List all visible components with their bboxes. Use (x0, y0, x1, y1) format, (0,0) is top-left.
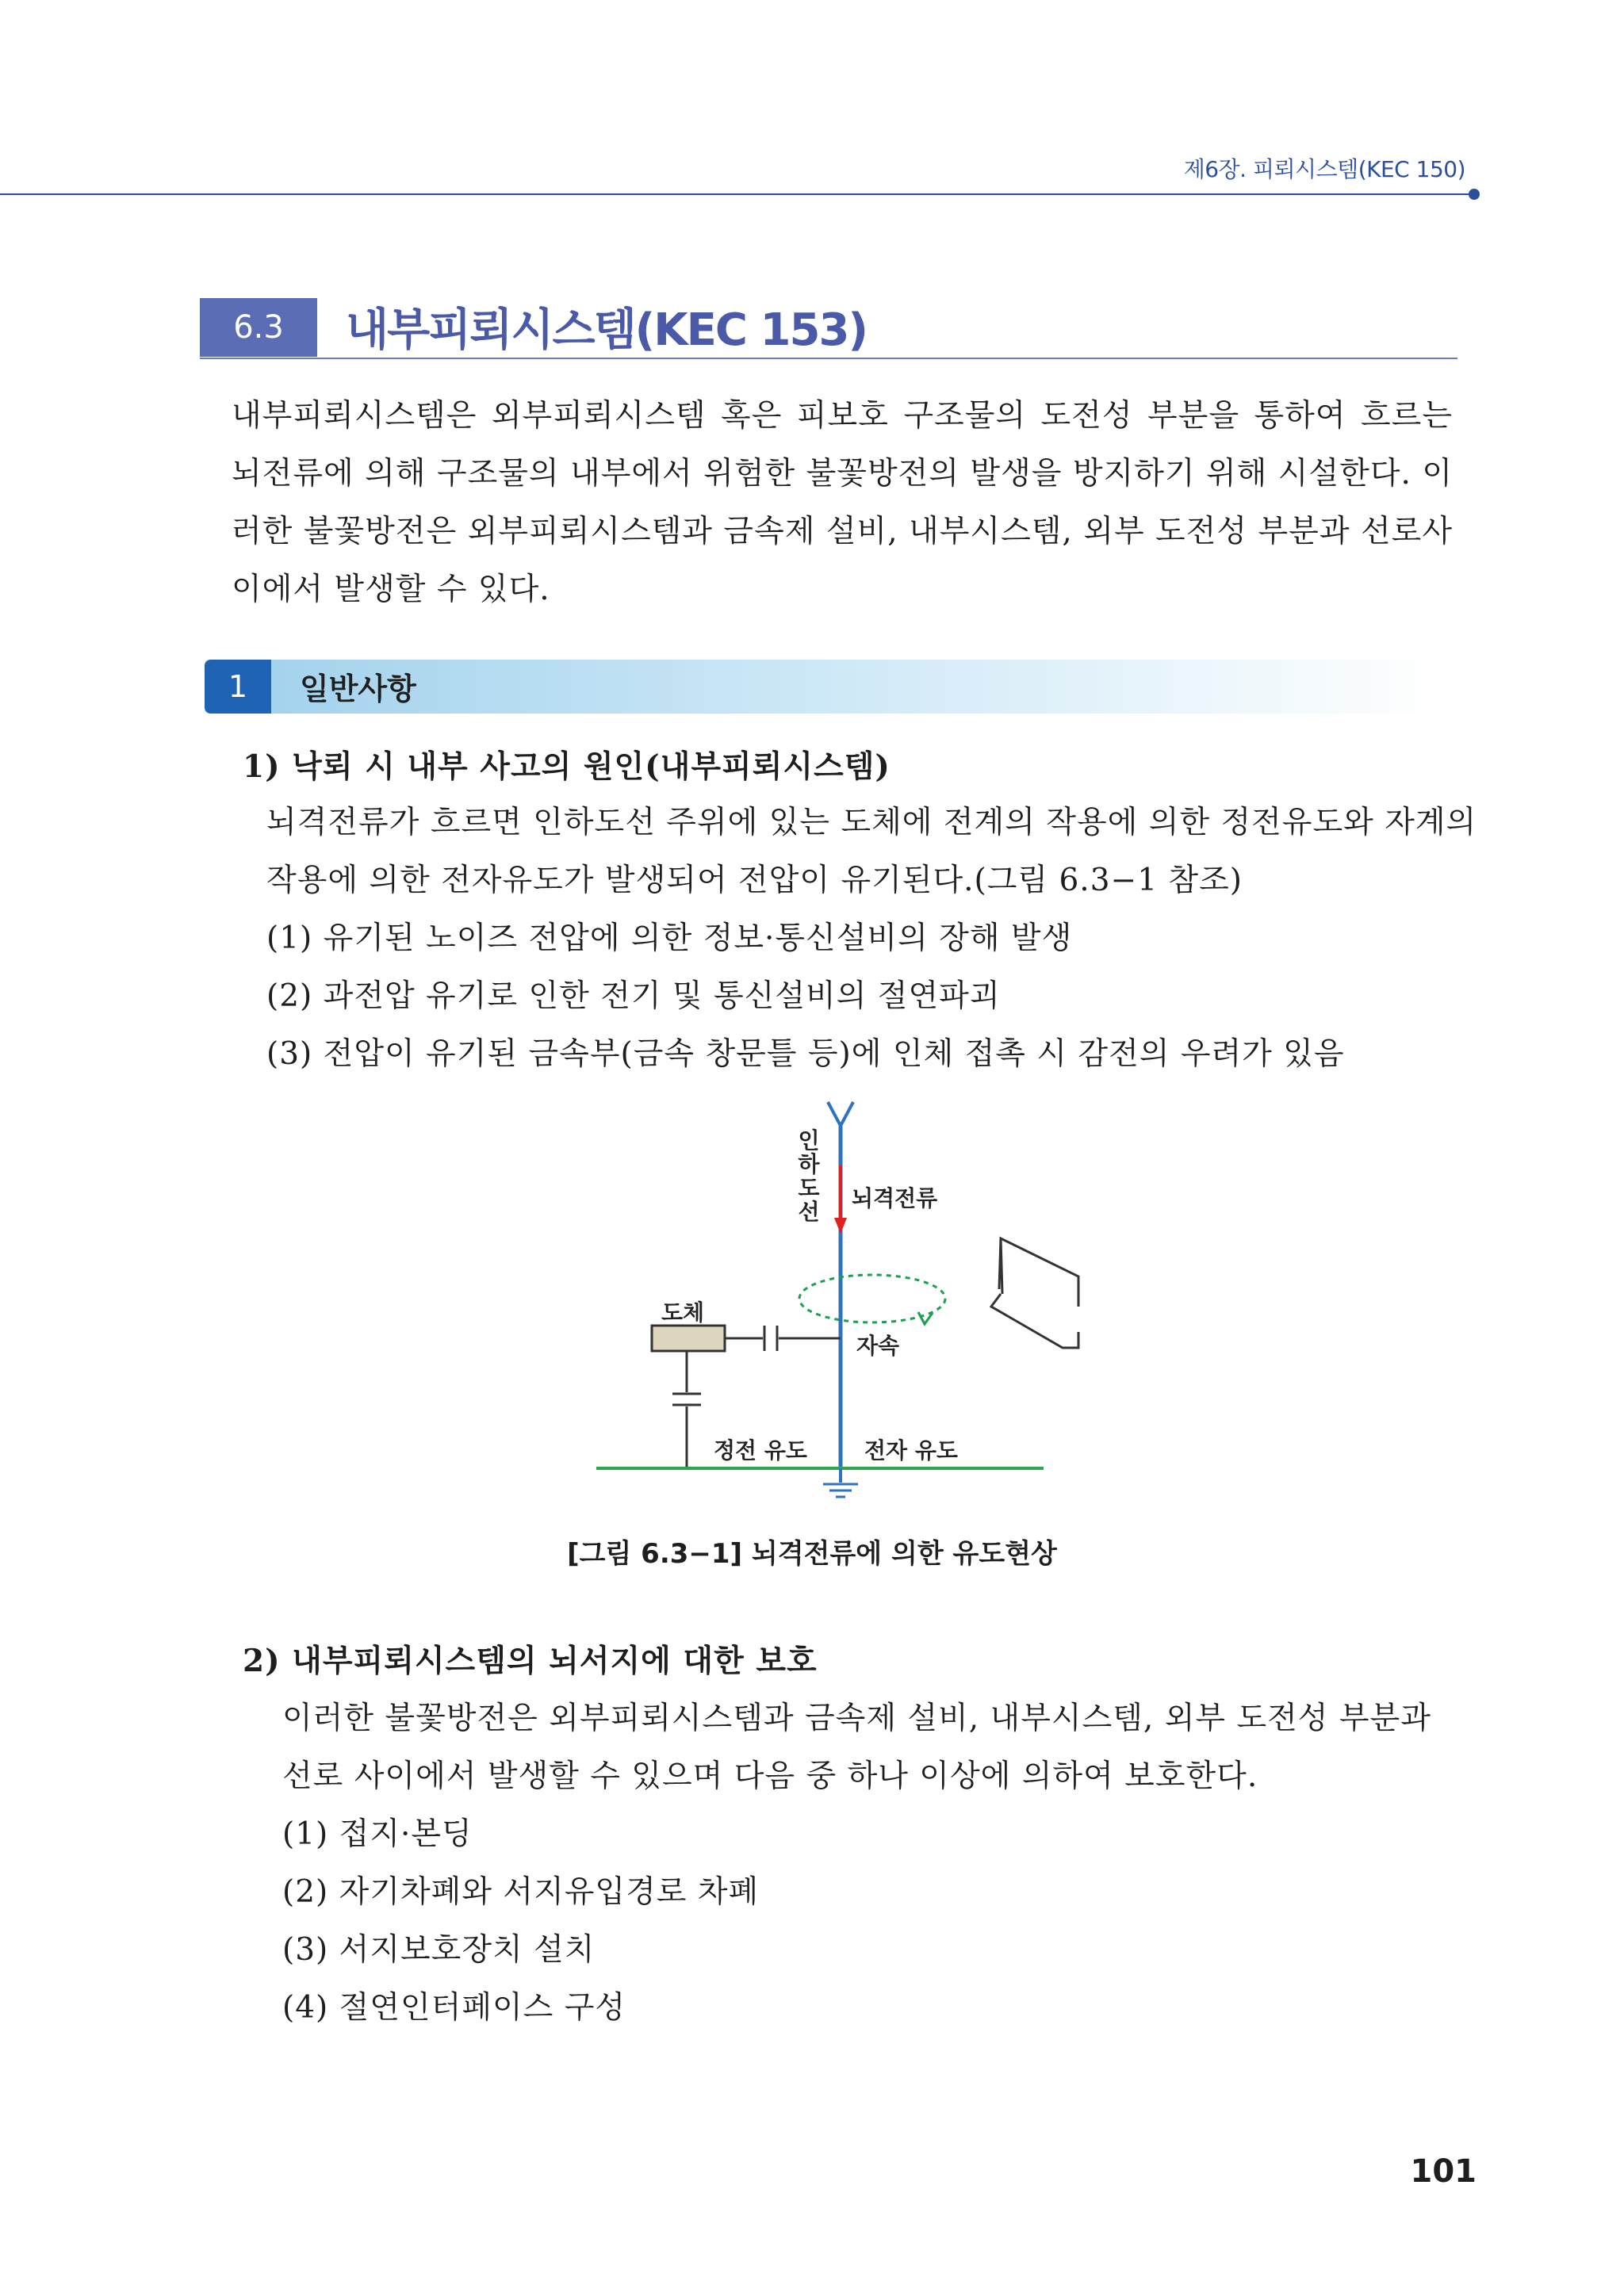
item1-line-2: 작용에 의한 전자유도가 발생되어 전압이 유기된다.(그림 6.3−1 참조) (266, 863, 1243, 898)
item1-subitem-1: (1) 유기된 노이즈 전압에 의한 정보·통신설비의 장해 발생 (266, 920, 1073, 956)
item2-subitem-2: (2) 자기차폐와 서지유입경로 차폐 (282, 1874, 760, 1910)
flux-arrowhead (918, 1312, 933, 1324)
subsection-title: 일반사항 (300, 672, 416, 706)
item2-subitem-1: (1) 접지·본딩 (282, 1816, 473, 1852)
label-magnetic-flux: 자속 (856, 1333, 900, 1359)
air-terminal-icon (828, 1102, 853, 1126)
item1-subitem-2: (2) 과전압 유기로 인한 전기 및 통신설비의 절연파괴 (266, 978, 1001, 1014)
label-electrostatic-induction: 정전 유도 (714, 1437, 807, 1464)
page-number: 101 (1410, 2153, 1477, 2190)
label-conductor: 도체 (661, 1299, 705, 1326)
section-title: 내부피뢰시스템(KEC 153) (346, 304, 867, 356)
item1-heading: 1) 낙뢰 시 내부 사고의 원인(내부피뢰시스템) (243, 748, 891, 785)
header-rule (0, 193, 1473, 195)
label-down-conductor: 인하도선 (798, 1127, 820, 1225)
current-arrowhead (834, 1218, 847, 1234)
item2-heading: 2) 내부피뢰시스템의 뇌서지에 대한 보호 (243, 1643, 818, 1679)
item1-subitem-3: (3) 전압이 유기된 금속부(금속 창문틀 등)에 인체 접촉 시 감전의 우려가 있음 (266, 1036, 1345, 1072)
section-number: 6.3 (200, 298, 317, 357)
item2-subitem-3: (3) 서지보호장치 설치 (282, 1932, 596, 1968)
metal-frame (991, 1238, 1078, 1348)
section-rule (200, 358, 1457, 359)
subsection-number: 1 (205, 660, 271, 714)
item2-subitem-4: (4) 절연인터페이스 구성 (282, 1990, 626, 2026)
header-dot (1469, 189, 1480, 200)
item2-line-1: 이러한 불꽃방전은 외부피뢰시스템과 금속제 설비, 내부시스템, 외부 도전성 부분과 (282, 1701, 1431, 1736)
running-header: 제6장. 피뢰시스템(KEC 150) (1183, 156, 1465, 182)
item2-line-2: 선로 사이에서 발생할 수 있으며 다음 중 하나 이상에 의하여 보호한다. (282, 1758, 1258, 1794)
label-electromagnetic-induction: 전자 유도 (864, 1437, 958, 1464)
intro-paragraph: 내부피뢰시스템은 외부피뢰시스템 혹은 피보호 구조물의 도전성 부분을 통하여 흐르는 뇌전류에 의해 구조물의 내부에서 위험한 불꽃방전의 발생을 방지하기 위해 시설한다. 이러한 불꽃방전은 외부피뢰시스템과 금속제 설비, 내부시스템, 외부 도전성 부분과 선로사이에서 발생할 수 있다. (232, 398, 1453, 607)
item1-line-1: 뇌격전류가 흐르면 인하도선 주위에 있는 도체에 전계의 작용에 의한 정전유도와 자계의 (266, 805, 1477, 840)
conductor-block (652, 1326, 725, 1351)
flux-loop (799, 1275, 945, 1322)
label-lightning-current: 뇌격전류 (852, 1185, 938, 1211)
figure-caption: [그림 6.3−1] 뇌격전류에 의한 유도현상 (567, 1538, 1057, 1570)
